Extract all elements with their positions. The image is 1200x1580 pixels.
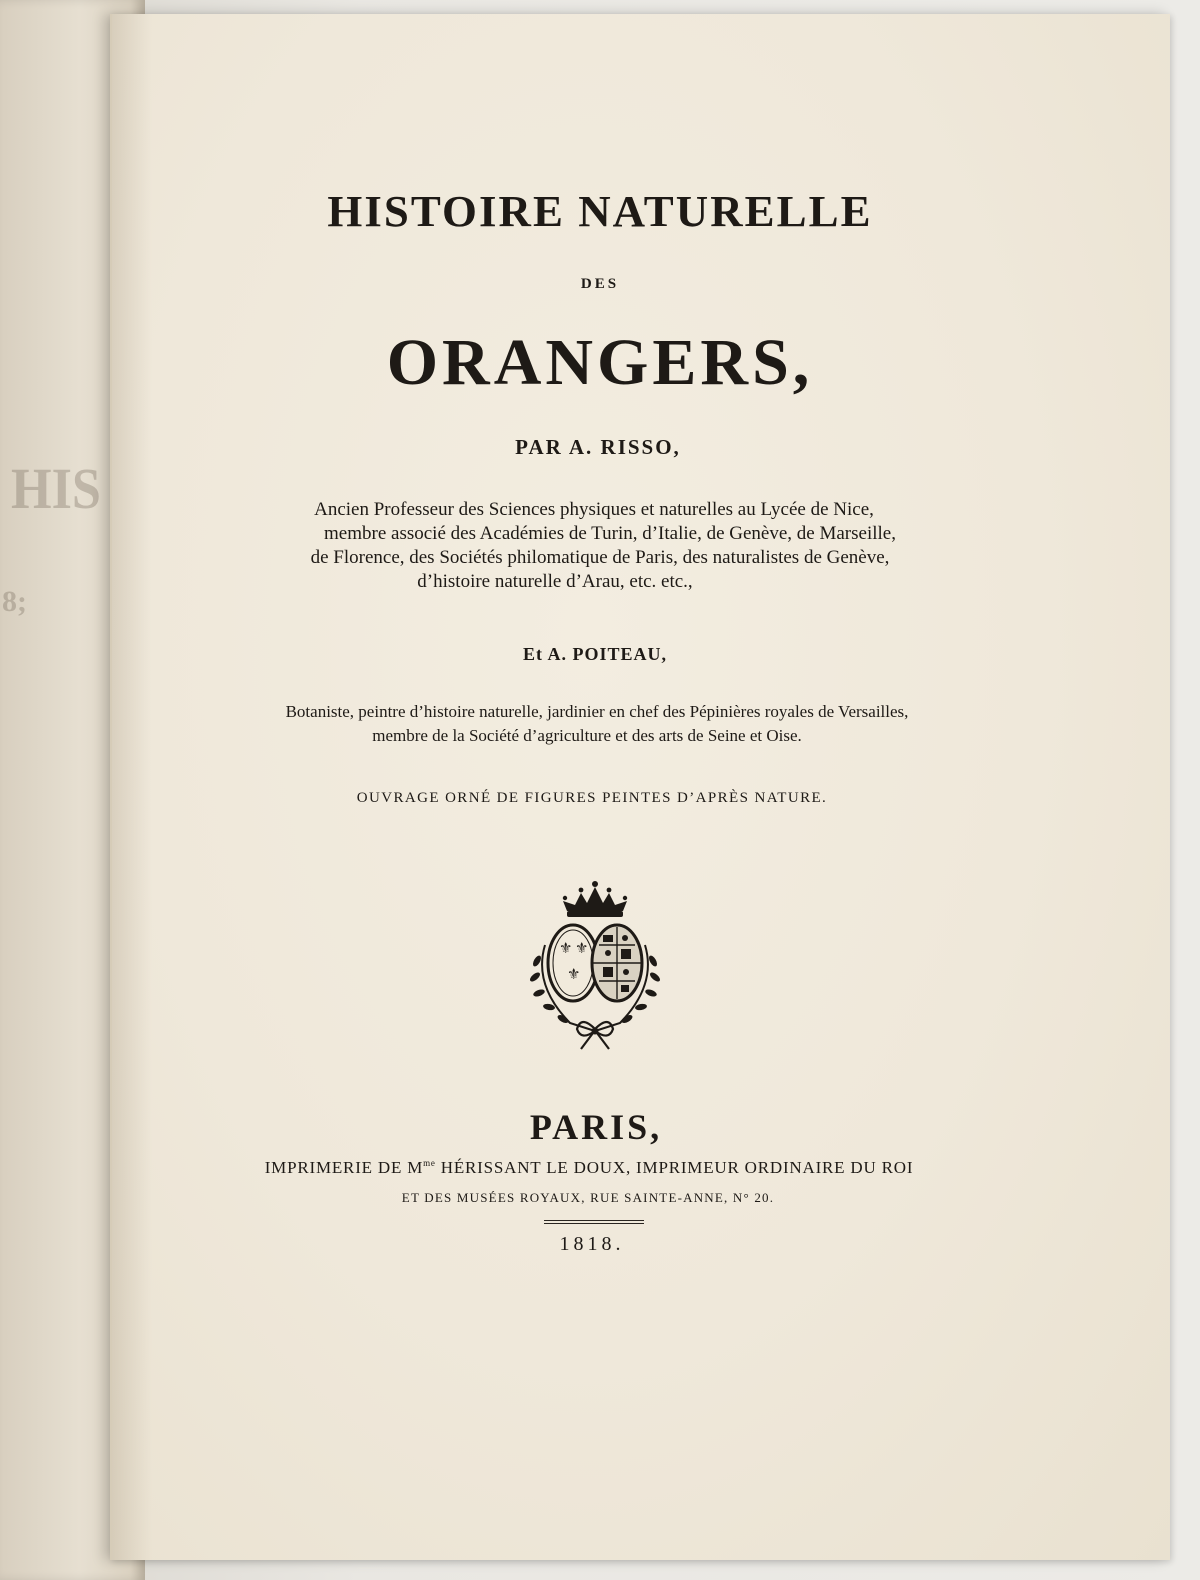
title-page: [110, 14, 1170, 1560]
credential-line: Ancien Professeur des Sciences physiques et naturelles au Lycée de Nice,: [314, 499, 874, 520]
author-poiteau: Et A. POITEAU,: [522, 644, 668, 664]
imprint-divider: [544, 1220, 644, 1224]
credential-line: d’histoire naturelle d’Arau, etc. etc.,: [417, 571, 693, 592]
credential-line: membre de la Société d’agriculture et des arts de Seine et Oise.: [372, 726, 802, 745]
imprint-address: ET DES MUSÉES ROYAUX, RUE SAINTE-ANNE, N° 20.: [401, 1190, 775, 1205]
imprint-printer-superscript: me: [423, 1158, 436, 1168]
imprint-printer-suffix: HÉRISSANT LE DOUX, IMPRIMEUR ORDINAIRE DU ROI: [435, 1158, 914, 1177]
imprint-city: PARIS,: [529, 1107, 663, 1147]
book-subject: ORANGERS,: [386, 326, 814, 399]
svg-text:⚜: ⚜: [575, 939, 589, 957]
title-connector: DES: [580, 276, 620, 292]
publication-year: 1818.: [559, 1233, 625, 1255]
author-poiteau-credentials: [0, 700, 1200, 748]
svg-text:⚜: ⚜: [567, 965, 581, 983]
book-title: HISTOIRE NATURELLE: [327, 187, 873, 236]
author-risso-credentials: [0, 498, 1200, 594]
credential-line: Botaniste, peintre d’histoire naturelle, jardinier en chef des Pépinières royales de Versailles,: [285, 702, 909, 721]
illustration-note: OUVRAGE ORNÉ DE FIGURES PEINTES D’APRÈS NATURE.: [356, 790, 828, 806]
show-through-fragment: 8;: [2, 585, 27, 618]
credential-line: membre associé des Académies de Turin, d’Italie, de Genève, de Marseille,: [324, 523, 896, 544]
credential-line: de Florence, des Sociétés philomatique de Paris, des naturalistes de Genève,: [310, 547, 890, 568]
author-risso: PAR A. RISSO,: [515, 435, 681, 459]
page-gutter-shadow: [112, 14, 152, 1560]
royal-coat-of-arms-icon: [515, 875, 675, 1055]
imprint-printer-prefix: IMPRIMERIE DE M: [264, 1158, 424, 1177]
show-through-text: HIS: [10, 456, 101, 521]
imprint-printer: [0, 1158, 1189, 1178]
svg-text:⚜: ⚜: [559, 939, 573, 957]
